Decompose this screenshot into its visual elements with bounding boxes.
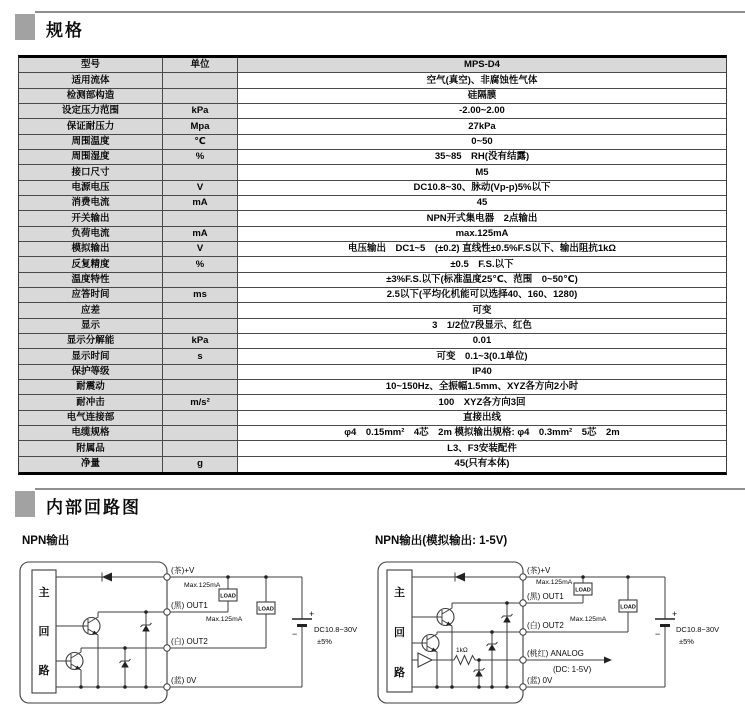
spec-table [18,55,727,475]
spec-cell-label: 周围温度 [19,135,163,149]
spec-cell-unit [163,73,238,87]
internal-wiring [412,573,523,689]
spec-cell-value: 硅隔膜 [238,89,726,103]
wire-label-out1: (黑) OUT1 [171,601,208,610]
main-circuit-char: 回 [394,627,405,639]
analog-range-label: (DC: 1-5V) [553,665,592,674]
terminal-out1 [164,609,170,615]
spec-table-row [19,73,726,88]
spec-cell-value: 3 1/2位7段显示、红色 [238,319,726,333]
wire-label-vplus: (茶)+V [171,566,195,575]
zener-diode [503,616,511,623]
section-marker-square [15,491,35,517]
max-current-label: Max.125mA [570,616,607,623]
spec-cell-label: 应差 [19,303,163,317]
spec-cell-label: 保证耐压力 [19,119,163,133]
spec-table-row [19,411,726,426]
spec-cell-value: 0~50 [238,135,726,149]
section-divider-line [35,11,745,13]
spec-cell-value: 45 [238,196,726,210]
spec-table-header-row [19,58,726,73]
spec-cell-unit: V [163,181,238,195]
spec-cell-unit: 单位 [163,58,238,72]
spec-table-row [19,303,726,318]
terminal-out2 [520,629,526,635]
circuit-left-title: NPN输出 [22,535,70,547]
spec-cell-unit [163,380,238,394]
spec-cell-value: 直接出线 [238,411,726,425]
spec-table-row [19,196,726,211]
spec-table-row [19,135,726,150]
terminal-out2 [164,645,170,651]
analog-arrow [604,657,612,664]
spec-cell-unit: g [163,457,238,472]
spec-cell-unit: kPa [163,334,238,348]
spec-cell-value: M5 [238,165,726,179]
spec-cell-unit [163,303,238,317]
spec-cell-unit [163,319,238,333]
spec-table-row [19,242,726,257]
spec-cell-value: -2.00~2.00 [238,104,726,118]
zener-diode [475,670,483,677]
load-label: LOAD [220,593,236,600]
spec-cell-unit [163,411,238,425]
spec-cell-label: 负荷电流 [19,227,163,241]
spec-cell-value: 可变 0.1~3(0.1单位) [238,349,726,363]
battery-plus-label: + [309,609,315,619]
main-circuit-char: 路 [38,665,50,677]
spec-cell-label: 接口尺寸 [19,165,163,179]
spec-table-row [19,365,726,380]
spec-cell-label: 开关输出 [19,211,163,225]
spec-cell-unit [163,365,238,379]
spec-cell-label: 保护等级 [19,365,163,379]
spec-cell-label: 耐冲击 [19,395,163,409]
spec-cell-label: 显示 [19,319,163,333]
spec-cell-unit: % [163,257,238,271]
spec-cell-value: 35~85 RH(没有结露) [238,150,726,164]
main-circuit-char: 回 [38,626,50,638]
spec-cell-value: 0.01 [238,334,726,348]
section-divider-line [35,488,745,490]
terminal-vplus [164,574,170,580]
spec-cell-unit [163,211,238,225]
spec-cell-label: 模拟输出 [19,242,163,256]
spec-cell-value: DC10.8~30、脉动(Vp-p)5%以下 [238,181,726,195]
internal-wiring [56,573,167,689]
spec-table-row [19,150,726,165]
spec-cell-value: 可变 [238,303,726,317]
circuit-section-title: 内部回路图 [46,498,141,517]
spec-cell-unit: kPa [163,104,238,118]
battery-voltage-label: DC10.8~30V [676,625,720,634]
terminal-vplus [520,574,526,580]
max-current-label: Max.125mA [206,616,243,623]
battery-voltage-label: DC10.8~30V [314,625,358,634]
spec-cell-unit [163,426,238,440]
spec-cell-value: ±3%F.S.以下(标准温度25℃、范围 0~50℃) [238,273,726,287]
spec-table-row [19,257,726,272]
spec-cell-label: 应答时间 [19,288,163,302]
spec-cell-label: 周围湿度 [19,150,163,164]
battery-minus-label: − [292,629,298,639]
spec-table-row [19,89,726,104]
spec-cell-value: L3、F3安装配件 [238,441,726,455]
main-circuit-char: 主 [394,587,405,599]
spec-cell-value: 空气(真空)、非腐蚀性气体 [238,73,726,87]
spec-cell-label: 反复精度 [19,257,163,271]
spec-cell-value: 2.5以下(平均化机能可以选择40、160、1280) [238,288,726,302]
battery-plus-label: + [672,609,678,619]
spec-cell-unit: ℃ [163,135,238,149]
terminal-analog [520,657,526,663]
spec-cell-value: NPN开式集电器 2点输出 [238,211,726,225]
terminal-0v [520,684,526,690]
wire-label-out1: (黑) OUT1 [527,592,564,601]
zener-diode [121,661,129,668]
spec-cell-unit: V [163,242,238,256]
spec-cell-label: 温度特性 [19,273,163,287]
spec-table-row [19,319,726,334]
npn-output-circuit-diagram [18,556,365,708]
spec-table-row [19,441,726,456]
spec-cell-unit: m/s² [163,395,238,409]
spec-cell-label: 型号 [19,58,163,72]
spec-cell-label: 附属品 [19,441,163,455]
terminal-out1 [520,600,526,606]
spec-table-row [19,288,726,303]
spec-cell-unit: s [163,349,238,363]
spec-table-row [19,334,726,349]
battery-minus-label: − [655,629,661,639]
zener-diode [142,625,150,632]
spec-cell-label: 显示分解能 [19,334,163,348]
spec-table-row [19,211,726,226]
spec-cell-label: 电缆规格 [19,426,163,440]
op-amp [418,653,432,667]
spec-cell-unit: % [163,150,238,164]
spec-cell-label: 耐震动 [19,380,163,394]
wire-label-out2: (白) OUT2 [171,637,208,646]
spec-table-row [19,349,726,364]
spec-cell-value: 电压输出 DC1~5 (±0.2) 直线性±0.5%F.S以下、输出阻抗1kΩ [238,242,726,256]
spec-table-row [19,104,726,119]
spec-cell-unit [163,89,238,103]
spec-cell-value: 27kPa [238,119,726,133]
spec-cell-label: 净量 [19,457,163,472]
external-wiring [170,575,315,687]
spec-cell-value: MPS-D4 [238,58,726,72]
terminal-0v [164,684,170,690]
zener-diode [488,644,496,651]
spec-cell-label: 设定压力范围 [19,104,163,118]
wire-label-vplus: (茶)+V [527,566,551,575]
resistor [454,656,475,665]
spec-cell-value: 100 XYZ各方向3回 [238,395,726,409]
main-circuit-char: 路 [394,667,405,679]
spec-cell-unit [163,165,238,179]
spec-cell-value: IP40 [238,365,726,379]
protection-diode [455,573,465,582]
spec-cell-label: 消费电流 [19,196,163,210]
spec-table-row [19,181,726,196]
spec-table-row [19,395,726,410]
section-marker-square [15,14,35,40]
main-circuit-char: 主 [38,587,50,599]
spec-cell-label: 电源电压 [19,181,163,195]
spec-cell-unit [163,441,238,455]
wire-label-0v: (蓝) 0V [527,676,553,685]
max-current-label: Max.125mA [184,582,221,589]
load-label: LOAD [620,604,636,611]
spec-cell-unit: mA [163,196,238,210]
spec-table-row [19,380,726,395]
spec-table-row [19,227,726,242]
spec-cell-unit [163,273,238,287]
wire-label-0v: (蓝) 0V [171,676,197,685]
protection-diode [102,573,112,582]
spec-cell-value: max.125mA [238,227,726,241]
npn-analog-output-circuit-diagram [372,556,745,708]
load-label: LOAD [575,587,591,594]
spec-cell-unit: Mpa [163,119,238,133]
load-label: LOAD [258,606,274,613]
circuit-right-title: NPN输出(模拟输出: 1-5V) [375,535,508,547]
resistor-value-label: 1kΩ [456,647,468,654]
spec-cell-value: 10~150Hz、全振幅1.5mm、XYZ各方向2小时 [238,380,726,394]
max-current-label: Max.125mA [536,579,573,586]
spec-cell-value: ±0.5 F.S.以下 [238,257,726,271]
circuit-labels [171,565,357,685]
spec-cell-value: φ4 0.15mm² 4芯 2m 模拟输出规格: φ4 0.3mm² 5芯 2m [238,426,726,440]
spec-cell-label: 显示时间 [19,349,163,363]
spec-table-row [19,119,726,134]
battery-tolerance-label: ±5% [317,637,332,646]
wire-label-out2: (白) OUT2 [527,621,564,630]
spec-cell-unit: mA [163,227,238,241]
spec-cell-value: 45(只有本体) [238,457,726,472]
spec-cell-label: 电气连接部 [19,411,163,425]
battery-tolerance-label: ±5% [679,637,694,646]
spec-cell-label: 适用流体 [19,73,163,87]
spec-section-title: 规格 [46,21,84,40]
spec-cell-label: 检测部构造 [19,89,163,103]
spec-table-row [19,457,726,472]
spec-table-row [19,426,726,441]
spec-table-row [19,273,726,288]
spec-table-row [19,165,726,180]
wire-label-analog: (桃红) ANALOG [527,649,584,658]
spec-cell-unit: ms [163,288,238,302]
